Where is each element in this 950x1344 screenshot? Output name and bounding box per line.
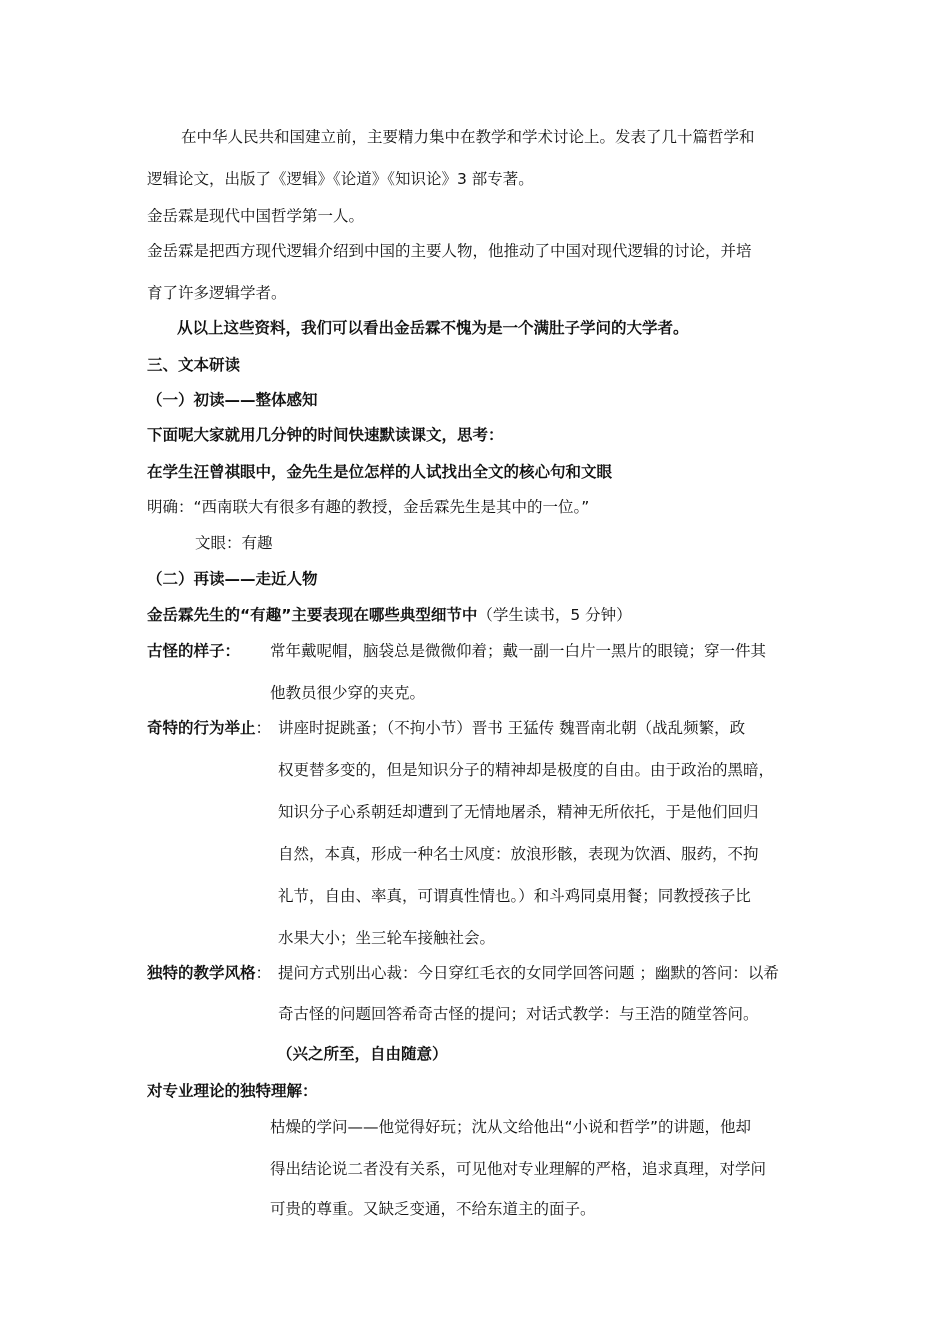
part-1-keyword: 文眼：有趣 xyxy=(195,534,273,552)
item-label-behavior xyxy=(147,717,271,739)
item-text-line: 可贵的尊重。又缺乏变通，不给东道主的面子。 xyxy=(270,1200,596,1218)
item-label-behavior-text: 奇特的行为举止 xyxy=(147,719,256,737)
intro-paragraph-1-line-2: 逻辑论文，出版了《逻辑》《论道》《知识论》3 部专著。 xyxy=(147,170,534,188)
item-text-line: 他教员很少穿的夹克。 xyxy=(270,684,426,702)
part-1-heading: （一）初读——整体感知 xyxy=(147,391,318,409)
item-label-appearance: 古怪的样子： xyxy=(147,642,241,660)
part-2-heading: （二）再读——走近人物 xyxy=(147,570,318,588)
item-label-understanding: 对专业理论的独特理解： xyxy=(147,1082,318,1100)
part-1-answer: 明确：“西南联大有很多有趣的教授，金岳霖先生是其中的一位。” xyxy=(147,498,590,516)
item-text-line: 得出结论说二者没有关系，可见他对专业理解的严格，追求真理，对学问 xyxy=(270,1160,767,1178)
part-2-question-note: （学生读书，5 分钟） xyxy=(477,606,632,624)
intro-paragraph-2: 金岳霖是现代中国哲学第一人。 xyxy=(147,207,365,225)
item-note: （兴之所至，自由随意） xyxy=(277,1045,448,1063)
item-text-line: 礼节，自由、率真，可谓真性情也。）和斗鸡同桌用餐；同教授孩子比 xyxy=(278,887,751,905)
item-text-line: 水果大小；坐三轮车接触社会。 xyxy=(278,929,496,947)
item-text-line: 知识分子心系朝廷却遭到了无情地屠杀，精神无所依托，于是他们回归 xyxy=(278,803,759,821)
intro-paragraph-3-line-1: 金岳霖是把西方现代逻辑介绍到中国的主要人物，他推动了中国对现代逻辑的讨论，并培 xyxy=(147,242,752,260)
item-text-line: 权更替多变的，但是知识分子的精神却是极度的自由。由于政治的黑暗， xyxy=(278,761,775,779)
part-1-prompt: 下面呢大家就用几分钟的时间快速默读课文，思考： xyxy=(147,426,504,444)
intro-paragraph-1-line-1: 在中华人民共和国建立前，主要精力集中在教学和学术讨论上。发表了几十篇哲学和 xyxy=(181,128,755,146)
item-text-line: 自然，本真，形成一种名士风度：放浪形骸，表现为饮酒、服药，不拘 xyxy=(278,845,759,863)
section-3-heading: 三、文本研读 xyxy=(147,356,241,374)
item-text-line: 枯燥的学问——他觉得好玩；沈从文给他出“小说和哲学”的讲题，他却 xyxy=(270,1118,752,1136)
item-label-colon: ： xyxy=(255,964,272,982)
item-text-line: 奇古怪的问题回答希奇古怪的提问；对话式教学：与王浩的随堂答问。 xyxy=(278,1005,759,1023)
item-text-line: 提问方式别出心裁：今日穿红毛衣的女同学回答问题 ；幽默的答问：以希 xyxy=(278,964,779,982)
item-text-line: 讲座时捉跳蚤；（不拘小节）晋书 王猛传 魏晋南北朝（战乱频繁，政 xyxy=(278,719,746,737)
part-2-question-main: 金岳霖先生的“有趣”主要表现在哪些典型细节中 xyxy=(147,606,478,624)
item-text-line: 常年戴呢帽，脑袋总是微微仰着；戴一副一白片一黑片的眼镜；穿一件其 xyxy=(270,642,767,660)
intro-summary: 从以上这些资料，我们可以看出金岳霖不愧为是一个满肚子学问的大学者。 xyxy=(177,319,689,337)
part-1-question: 在学生汪曾祺眼中，金先生是位怎样的人试找出全文的核心句和文眼 xyxy=(147,463,613,481)
part-2-question xyxy=(147,604,632,626)
item-label-colon: ： xyxy=(255,719,272,737)
item-label-teaching-style xyxy=(147,962,271,984)
item-label-teaching-style-text: 独特的教学风格 xyxy=(147,964,256,982)
intro-paragraph-3-line-2: 育了许多逻辑学者。 xyxy=(147,284,287,302)
